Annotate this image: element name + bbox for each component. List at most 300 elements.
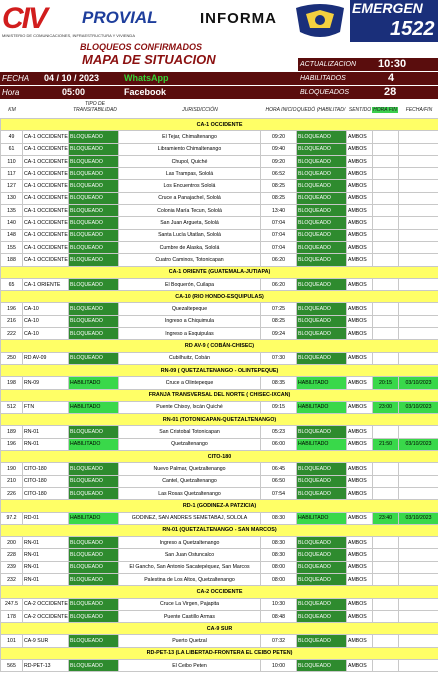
tipo-cell: BLOQUEADO	[69, 229, 119, 241]
km-cell: 117	[1, 168, 23, 180]
emergency-number: 1522	[390, 18, 435, 40]
estado-cell: HABILITADO	[297, 401, 347, 413]
habilitados-label: HABILITADOS	[300, 75, 346, 82]
fecha-fin-cell: 03/10/2023	[399, 512, 438, 524]
section-row	[1, 340, 438, 352]
facebook-link[interactable]: Facebook	[124, 87, 167, 97]
hora-inicio-cell: 07:04	[261, 217, 297, 229]
hora-inicio-cell: 10:00	[261, 660, 297, 672]
tipo-cell: HABILITADO	[69, 401, 119, 413]
route-cell: CA-10	[23, 315, 69, 327]
section-row	[1, 266, 438, 278]
emergency-title: EMERGEN	[352, 0, 423, 16]
section-row	[1, 623, 438, 635]
jurisdiccion-cell: El Boquerón, Cuilapa	[119, 278, 261, 290]
route-cell: RN-01	[23, 438, 69, 450]
jurisdiccion-cell: San Juan Ostuncalco	[119, 549, 261, 561]
estado-cell: BLOQUEADO	[297, 537, 347, 549]
sentido-cell: AMBOS	[347, 438, 373, 450]
table-row	[1, 241, 438, 253]
fecha-fin-cell	[399, 155, 438, 167]
hora-inicio-cell: 08:00	[261, 573, 297, 585]
hora-inicio-cell: 09:15	[261, 401, 297, 413]
section-label: RD AV-9 ( COBÁN-CHISEC)	[1, 340, 438, 352]
actualizacion-box	[298, 58, 438, 71]
table-row	[1, 328, 438, 340]
fecha-fin-cell	[399, 229, 438, 241]
route-cell: FTN	[23, 401, 69, 413]
tipo-cell: BLOQUEADO	[69, 561, 119, 573]
jurisdiccion-cell: Ingreso a Quetzaltenango	[119, 537, 261, 549]
fecha-fin-cell	[399, 352, 438, 364]
col-km: KM	[8, 107, 16, 113]
table-row	[1, 143, 438, 155]
route-cell: CA-1 OCCIDENTE	[23, 217, 69, 229]
sentido-cell: AMBOS	[347, 475, 373, 487]
section-label: RD-PET-13 (LA LIBERTAD-FRONTERA EL CEIBO PETEN)	[1, 647, 438, 659]
informa-text: INFORMA	[200, 10, 277, 27]
route-cell: CA-2 OCCIDENTE	[23, 610, 69, 622]
estado-cell: HABILITADO	[297, 377, 347, 389]
hora-fin-cell	[373, 303, 399, 315]
hora-row	[0, 86, 298, 99]
jurisdiccion-cell: Puente Castillo Armas	[119, 610, 261, 622]
fecha-fin-cell	[399, 328, 438, 340]
jurisdiccion-cell: Cruce a Olintepeque	[119, 377, 261, 389]
col-habilitacion: (HABILITAD/	[316, 107, 346, 113]
estado-cell: BLOQUEADO	[297, 143, 347, 155]
route-cell: CITO-180	[23, 463, 69, 475]
col-sentido: SENTIDO	[348, 107, 372, 113]
civ-logo-subtitle: MINISTERIO DE COMUNICACIONES, INFRAESTRUCTURA Y VIVIENDA	[2, 33, 135, 38]
km-cell: 250	[1, 352, 23, 364]
estado-cell: BLOQUEADO	[297, 315, 347, 327]
hora-value: 05:00	[62, 87, 86, 97]
jurisdiccion-cell: Puente Chixoy, Ixcán Quiché	[119, 401, 261, 413]
hora-inicio-cell: 08:48	[261, 610, 297, 622]
fecha-fin-cell	[399, 537, 438, 549]
route-cell: RN-09	[23, 377, 69, 389]
table-row	[1, 229, 438, 241]
table-row	[1, 254, 438, 266]
hora-inicio-cell: 06:45	[261, 463, 297, 475]
km-cell: 232	[1, 573, 23, 585]
hora-fin-cell	[373, 573, 399, 585]
hora-fin-cell	[373, 610, 399, 622]
hora-fin-cell: 23:00	[373, 401, 399, 413]
hora-fin-cell: 21:50	[373, 438, 399, 450]
estado-cell: BLOQUEADO	[297, 610, 347, 622]
table-row	[1, 660, 438, 672]
sentido-cell: AMBOS	[347, 278, 373, 290]
table-row	[1, 303, 438, 315]
fecha-fin-cell	[399, 426, 438, 438]
hora-inicio-cell: 06:52	[261, 168, 297, 180]
hora-inicio-cell: 08:30	[261, 537, 297, 549]
table-row	[1, 487, 438, 499]
jurisdiccion-cell: Cantel, Quetzaltenango	[119, 475, 261, 487]
estado-cell: BLOQUEADO	[297, 635, 347, 647]
km-cell: 239	[1, 561, 23, 573]
estado-cell: BLOQUEADO	[297, 131, 347, 143]
tipo-cell: BLOQUEADO	[69, 205, 119, 217]
route-cell: CA-2 OCCIDENTE	[23, 598, 69, 610]
tipo-cell: BLOQUEADO	[69, 660, 119, 672]
section-label: FRANJA TRANSVERSAL DEL NORTE ( CHISEC-IXCAN)	[1, 389, 438, 401]
estado-cell: HABILITADO	[297, 438, 347, 450]
km-cell: 190	[1, 463, 23, 475]
habilitados-box	[298, 72, 438, 85]
column-headers	[0, 100, 438, 118]
col-hora-fin: HORA FIN	[373, 107, 397, 113]
hora-inicio-cell: 09:20	[261, 155, 297, 167]
sentido-cell: AMBOS	[347, 254, 373, 266]
km-cell: 247.5	[1, 598, 23, 610]
route-cell: CA-1 OCCIDENTE	[23, 143, 69, 155]
km-cell: 130	[1, 192, 23, 204]
table-row	[1, 549, 438, 561]
roadblocks-table	[0, 118, 438, 672]
hora-fin-cell: 23:40	[373, 512, 399, 524]
estado-cell: BLOQUEADO	[297, 463, 347, 475]
sentido-cell: AMBOS	[347, 168, 373, 180]
hora-inicio-cell: 08:25	[261, 180, 297, 192]
provial-logo-text: PROVIAL	[82, 8, 158, 27]
route-cell: CA-1 OCCIDENTE	[23, 168, 69, 180]
sentido-cell: AMBOS	[347, 155, 373, 167]
jurisdiccion-cell: Ingreso a Chiquimula	[119, 315, 261, 327]
col-tipo: TIPO DE TRANSITABILIDAD	[73, 101, 117, 113]
route-cell: RD AV-09	[23, 352, 69, 364]
table-row	[1, 635, 438, 647]
hora-inicio-cell: 08:00	[261, 561, 297, 573]
hora-fin-cell: 20:15	[373, 377, 399, 389]
table-row	[1, 610, 438, 622]
tipo-cell: BLOQUEADO	[69, 573, 119, 585]
fecha-fin-cell	[399, 254, 438, 266]
table-row	[1, 561, 438, 573]
whatsapp-link[interactable]: WhatsApp	[124, 73, 169, 83]
route-cell: CA-1 OCCIDENTE	[23, 241, 69, 253]
hora-inicio-cell: 07:30	[261, 352, 297, 364]
sentido-cell: AMBOS	[347, 537, 373, 549]
tipo-cell: BLOQUEADO	[69, 241, 119, 253]
hora-inicio-cell: 06:20	[261, 278, 297, 290]
sentido-cell: AMBOS	[347, 131, 373, 143]
hora-fin-cell	[373, 229, 399, 241]
route-cell: CITO-180	[23, 475, 69, 487]
section-label: CA-10 (RIO HONDO-ESQUIPULAS)	[1, 291, 438, 303]
hora-fin-cell	[373, 217, 399, 229]
jurisdiccion-cell: Ingreso a Esquipulas	[119, 328, 261, 340]
sentido-cell: AMBOS	[347, 217, 373, 229]
hora-inicio-cell: 09:40	[261, 143, 297, 155]
tipo-cell: BLOQUEADO	[69, 180, 119, 192]
jurisdiccion-cell: Palestina de Los Altos, Quetzaltenango	[119, 573, 261, 585]
sentido-cell: AMBOS	[347, 573, 373, 585]
tipo-cell: BLOQUEADO	[69, 315, 119, 327]
hora-inicio-cell: 06:50	[261, 475, 297, 487]
fecha-row	[0, 72, 298, 85]
estado-cell: BLOQUEADO	[297, 328, 347, 340]
table-row	[1, 512, 438, 524]
tipo-cell: BLOQUEADO	[69, 549, 119, 561]
tipo-cell: BLOQUEADO	[69, 328, 119, 340]
sentido-cell: AMBOS	[347, 401, 373, 413]
route-cell: RD-01	[23, 512, 69, 524]
sentido-cell: AMBOS	[347, 180, 373, 192]
km-cell: 222	[1, 328, 23, 340]
estado-cell: BLOQUEADO	[297, 475, 347, 487]
estado-cell: BLOQUEADO	[297, 303, 347, 315]
route-cell: RN-01	[23, 561, 69, 573]
km-cell: 135	[1, 205, 23, 217]
tipo-cell: BLOQUEADO	[69, 487, 119, 499]
fecha-fin-cell	[399, 143, 438, 155]
route-cell: CA-1 OCCIDENTE	[23, 155, 69, 167]
hora-fin-cell	[373, 168, 399, 180]
hora-fin-cell	[373, 426, 399, 438]
hora-inicio-cell: 05:23	[261, 426, 297, 438]
tipo-cell: HABILITADO	[69, 512, 119, 524]
estado-cell: BLOQUEADO	[297, 155, 347, 167]
km-cell: 127	[1, 180, 23, 192]
fecha-fin-cell: 03/10/2023	[399, 377, 438, 389]
section-row	[1, 364, 438, 376]
hora-fin-cell	[373, 315, 399, 327]
emergency-banner	[350, 0, 438, 42]
table-row	[1, 426, 438, 438]
route-cell: RN-01	[23, 426, 69, 438]
tipo-cell: HABILITADO	[69, 377, 119, 389]
estado-cell: BLOQUEADO	[297, 549, 347, 561]
route-cell: CITO-180	[23, 487, 69, 499]
provial-emblem-icon	[292, 2, 348, 40]
hora-fin-cell	[373, 561, 399, 573]
section-label: RN-09 ( QUETZALTENANGO - OLINTEPEQUE)	[1, 364, 438, 376]
estado-cell: BLOQUEADO	[297, 426, 347, 438]
fecha-value: 04 / 10 / 2023	[44, 73, 100, 83]
sentido-cell: AMBOS	[347, 561, 373, 573]
hora-inicio-cell: 08:25	[261, 315, 297, 327]
estado-cell: BLOQUEADO	[297, 168, 347, 180]
estado-cell: HABILITADO	[297, 512, 347, 524]
jurisdiccion-cell: San Juan Argueta, Sololá	[119, 217, 261, 229]
jurisdiccion-cell: San Cristobal Totonicapan	[119, 426, 261, 438]
estado-cell: BLOQUEADO	[297, 254, 347, 266]
hora-fin-cell	[373, 537, 399, 549]
hora-fin-cell	[373, 192, 399, 204]
sentido-cell: AMBOS	[347, 205, 373, 217]
table-row	[1, 205, 438, 217]
sentido-cell: AMBOS	[347, 549, 373, 561]
hora-fin-cell	[373, 487, 399, 499]
table-row	[1, 217, 438, 229]
sentido-cell: AMBOS	[347, 660, 373, 672]
tipo-cell: BLOQUEADO	[69, 143, 119, 155]
hora-fin-cell	[373, 278, 399, 290]
route-cell: CA-1 OCCIDENTE	[23, 180, 69, 192]
jurisdiccion-cell: Cruce a Panajachel, Sololá	[119, 192, 261, 204]
table-row	[1, 438, 438, 450]
km-cell: 200	[1, 537, 23, 549]
tipo-cell: BLOQUEADO	[69, 352, 119, 364]
tipo-cell: BLOQUEADO	[69, 475, 119, 487]
section-label: RD-1 (GODINEZ-A PATZICIA)	[1, 500, 438, 512]
fecha-fin-cell	[399, 217, 438, 229]
sentido-cell: AMBOS	[347, 143, 373, 155]
km-cell: 155	[1, 241, 23, 253]
hora-inicio-cell: 08:30	[261, 512, 297, 524]
route-cell: CA-1 OCCIDENTE	[23, 205, 69, 217]
sentido-cell: AMBOS	[347, 315, 373, 327]
route-cell: CA-1 OCCIDENTE	[23, 254, 69, 266]
tipo-cell: BLOQUEADO	[69, 155, 119, 167]
hora-fin-cell	[373, 475, 399, 487]
estado-cell: BLOQUEADO	[297, 561, 347, 573]
route-cell: CA-1 OCCIDENTE	[23, 192, 69, 204]
hora-fin-cell	[373, 241, 399, 253]
route-cell: RD-PET-13	[23, 660, 69, 672]
hora-fin-cell	[373, 143, 399, 155]
table-row	[1, 463, 438, 475]
jurisdiccion-cell: El Ceibo Peten	[119, 660, 261, 672]
estado-cell: BLOQUEADO	[297, 660, 347, 672]
tipo-cell: BLOQUEADO	[69, 537, 119, 549]
km-cell: 140	[1, 217, 23, 229]
jurisdiccion-cell: El Gancho, San Antonio Sacatepéquez, San Marcos	[119, 561, 261, 573]
hora-fin-cell	[373, 352, 399, 364]
section-row	[1, 647, 438, 659]
hora-fin-cell	[373, 131, 399, 143]
estado-cell: BLOQUEADO	[297, 217, 347, 229]
fecha-fin-cell	[399, 180, 438, 192]
jurisdiccion-cell: Cumbre de Alaska, Sololá	[119, 241, 261, 253]
km-cell: 210	[1, 475, 23, 487]
hora-fin-cell	[373, 660, 399, 672]
tipo-cell: BLOQUEADO	[69, 598, 119, 610]
tipo-cell: BLOQUEADO	[69, 303, 119, 315]
sentido-cell: AMBOS	[347, 229, 373, 241]
estado-cell: BLOQUEADO	[297, 487, 347, 499]
hora-inicio-cell: 08:25	[261, 192, 297, 204]
tipo-cell: BLOQUEADO	[69, 192, 119, 204]
tipo-cell: BLOQUEADO	[69, 610, 119, 622]
hora-inicio-cell: 07:04	[261, 229, 297, 241]
bloqueados-value: 28	[384, 86, 397, 98]
km-cell: 188	[1, 254, 23, 266]
estado-cell: BLOQUEADO	[297, 352, 347, 364]
jurisdiccion-cell: Puerto Quetzal	[119, 635, 261, 647]
sentido-cell: AMBOS	[347, 426, 373, 438]
fecha-fin-cell	[399, 168, 438, 180]
jurisdiccion-cell: Quezaltepeque	[119, 303, 261, 315]
sentido-cell: AMBOS	[347, 303, 373, 315]
section-label: CA-9 SUR	[1, 623, 438, 635]
hora-inicio-cell: 09:24	[261, 328, 297, 340]
hora-inicio-cell: 07:04	[261, 241, 297, 253]
hora-fin-cell	[373, 205, 399, 217]
tipo-cell: BLOQUEADO	[69, 463, 119, 475]
sentido-cell: AMBOS	[347, 328, 373, 340]
section-row	[1, 451, 438, 463]
route-cell: RN-01	[23, 537, 69, 549]
route-cell: CA-1 OCCIDENTE	[23, 229, 69, 241]
hora-fin-cell	[373, 549, 399, 561]
sentido-cell: AMBOS	[347, 463, 373, 475]
route-cell: RN-01	[23, 549, 69, 561]
tipo-cell: BLOQUEADO	[69, 426, 119, 438]
sentido-cell: AMBOS	[347, 241, 373, 253]
table-row	[1, 598, 438, 610]
hora-inicio-cell: 06:00	[261, 438, 297, 450]
tipo-cell: HABILITADO	[69, 438, 119, 450]
jurisdiccion-cell: Colonia María Tecun, Sololá	[119, 205, 261, 217]
fecha-fin-cell	[399, 561, 438, 573]
section-row	[1, 119, 438, 131]
fecha-fin-cell	[399, 278, 438, 290]
mapa-situacion-title: MAPA DE SITUACION	[82, 52, 216, 67]
jurisdiccion-cell: Santa Lucía Utatlan, Sololá	[119, 229, 261, 241]
fecha-fin-cell	[399, 549, 438, 561]
jurisdiccion-cell: Chupol, Quiché	[119, 155, 261, 167]
tipo-cell: BLOQUEADO	[69, 217, 119, 229]
table-row	[1, 180, 438, 192]
col-quedo: QUEDÓ	[296, 107, 316, 113]
jurisdiccion-cell: El Tejar, Chimaltenango	[119, 131, 261, 143]
hora-inicio-cell: 07:25	[261, 303, 297, 315]
jurisdiccion-cell: Las Rosas Quetzaltenango	[119, 487, 261, 499]
estado-cell: BLOQUEADO	[297, 229, 347, 241]
actualizacion-value: 10:30	[378, 58, 407, 70]
table-row	[1, 168, 438, 180]
section-label: RN-01 (TOTONICAPAN-QUETZALTENANGO)	[1, 414, 438, 426]
hora-fin-cell	[373, 328, 399, 340]
section-label: CA-1 OCCIDENTE	[1, 119, 438, 131]
route-cell: CA-1 OCCIDENTE	[23, 131, 69, 143]
section-row	[1, 414, 438, 426]
sentido-cell: AMBOS	[347, 192, 373, 204]
section-label: CA-2 OCCIDENTE	[1, 586, 438, 598]
km-cell: 226	[1, 487, 23, 499]
km-cell: 189	[1, 426, 23, 438]
hora-fin-cell	[373, 635, 399, 647]
section-row	[1, 500, 438, 512]
section-row	[1, 524, 438, 536]
hora-inicio-cell: 07:54	[261, 487, 297, 499]
km-cell: 196	[1, 438, 23, 450]
section-row	[1, 389, 438, 401]
km-cell: 101	[1, 635, 23, 647]
km-cell: 49	[1, 131, 23, 143]
table-row	[1, 315, 438, 327]
table-row	[1, 537, 438, 549]
hora-inicio-cell: 07:32	[261, 635, 297, 647]
fecha-fin-cell	[399, 463, 438, 475]
table-row	[1, 352, 438, 364]
section-label: RN-01 (QUETZALTENANGO - SAN MARCOS)	[1, 524, 438, 536]
hora-inicio-cell: 13:40	[261, 205, 297, 217]
jurisdiccion-cell: GODINEZ, SAN ANDRES SEMETABAJ, SOLOLA	[119, 512, 261, 524]
fecha-fin-cell	[399, 315, 438, 327]
tipo-cell: BLOQUEADO	[69, 131, 119, 143]
estado-cell: BLOQUEADO	[297, 180, 347, 192]
jurisdiccion-cell: Quetzaltenango	[119, 438, 261, 450]
estado-cell: BLOQUEADO	[297, 598, 347, 610]
fecha-fin-cell	[399, 598, 438, 610]
section-row	[1, 291, 438, 303]
estado-cell: BLOQUEADO	[297, 205, 347, 217]
